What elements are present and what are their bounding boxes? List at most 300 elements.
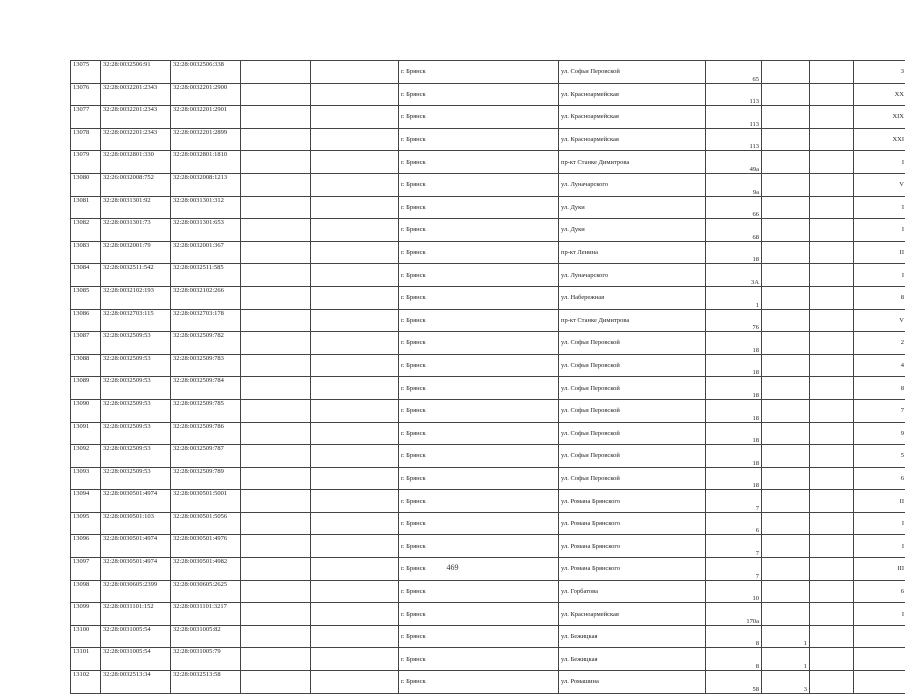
empty-cell	[241, 309, 311, 332]
street-cell: ул. Красноармейская	[559, 106, 706, 129]
street-cell: ул. Красноармейская	[559, 83, 706, 106]
empty-cell	[241, 467, 311, 490]
city-cell: г. Брянск	[399, 467, 559, 490]
empty-cell	[810, 422, 854, 445]
street-cell: ул. Дуки	[559, 196, 706, 219]
table-row	[71, 332, 905, 355]
city-cell: г. Брянск	[399, 535, 559, 558]
city-cell: г. Брянск	[399, 151, 559, 174]
empty-cell	[810, 332, 854, 355]
table-row	[71, 445, 905, 468]
street-cell: ул. Софьи Перовской	[559, 422, 706, 445]
empty-cell	[311, 603, 399, 626]
street-cell: ул. Красноармейская	[559, 603, 706, 626]
empty-cell	[241, 286, 311, 309]
flat-number-cell	[762, 332, 810, 355]
city-cell: г. Брянск	[399, 332, 559, 355]
row-number: 13088	[71, 354, 101, 377]
premises-number-cell	[854, 648, 905, 671]
premises-number-cell: 7	[854, 399, 905, 422]
row-number: 13076	[71, 83, 101, 106]
premises-number-cell: 6	[854, 580, 905, 603]
empty-cell	[810, 512, 854, 535]
city-cell: г. Брянск	[399, 558, 559, 581]
cadastral-number-object: 32:28:0032201:2899	[171, 128, 241, 151]
empty-cell	[311, 332, 399, 355]
flat-number-cell: 3	[762, 671, 810, 694]
flat-number-cell	[762, 377, 810, 400]
cadastral-number-object: 32:28:0031301:653	[171, 219, 241, 242]
street-cell: ул. Романа Брянского	[559, 535, 706, 558]
house-number-cell: 18	[706, 399, 762, 422]
empty-cell	[311, 286, 399, 309]
empty-cell	[810, 354, 854, 377]
table-row	[71, 512, 905, 535]
street-cell: ул. Софьи Перовской	[559, 61, 706, 84]
table-row	[71, 241, 905, 264]
flat-number-cell	[762, 241, 810, 264]
cadastral-number-object: 32:28:0032509:784	[171, 377, 241, 400]
row-number: 13098	[71, 580, 101, 603]
empty-cell	[311, 106, 399, 129]
city-cell: г. Брянск	[399, 445, 559, 468]
empty-cell	[241, 535, 311, 558]
empty-cell	[810, 61, 854, 84]
cadastral-number-object: 32:28:0031005:82	[171, 625, 241, 648]
empty-cell	[311, 625, 399, 648]
street-cell: ул. Красноармейская	[559, 128, 706, 151]
empty-cell	[311, 377, 399, 400]
cadastral-number-land: 32:28:0032001:79	[101, 241, 171, 264]
city-cell: г. Брянск	[399, 399, 559, 422]
empty-cell	[311, 648, 399, 671]
cadastral-number-object: 32:28:0032513:58	[171, 671, 241, 694]
table-row	[71, 173, 905, 196]
city-cell: г. Брянск	[399, 603, 559, 626]
city-cell: г. Брянск	[399, 671, 559, 694]
cadastral-number-object: 32:28:0031005:79	[171, 648, 241, 671]
house-number-cell: 49а	[706, 151, 762, 174]
cadastral-number-land: 32:28:0030605:2399	[101, 580, 171, 603]
city-cell: г. Брянск	[399, 286, 559, 309]
flat-number-cell	[762, 83, 810, 106]
street-cell: ул. Романа Брянского	[559, 558, 706, 581]
cadastral-number-object: 32:28:0032506:338	[171, 61, 241, 84]
empty-cell	[241, 173, 311, 196]
flat-number-cell: 1	[762, 648, 810, 671]
city-cell: г. Брянск	[399, 309, 559, 332]
premises-number-cell: I	[854, 196, 905, 219]
table-row	[71, 467, 905, 490]
street-cell: пр-кт Станке Димитрова	[559, 151, 706, 174]
flat-number-cell	[762, 512, 810, 535]
row-number: 13085	[71, 286, 101, 309]
row-number: 13086	[71, 309, 101, 332]
cadastral-number-land: 32:26:0032008:752	[101, 173, 171, 196]
row-number: 13087	[71, 332, 101, 355]
city-cell: г. Брянск	[399, 219, 559, 242]
flat-number-cell	[762, 580, 810, 603]
flat-number-cell	[762, 309, 810, 332]
empty-cell	[810, 648, 854, 671]
table-row	[71, 264, 905, 287]
empty-cell	[311, 671, 399, 694]
street-cell: пр-кт Ленина	[559, 241, 706, 264]
cadastral-number-land: 32:28:0032509:53	[101, 445, 171, 468]
cadastral-number-object: 32:28:0032509:782	[171, 332, 241, 355]
cadastral-number-land: 32:28:0032511:542	[101, 264, 171, 287]
house-number-cell: 170а	[706, 603, 762, 626]
empty-cell	[241, 671, 311, 694]
premises-number-cell	[854, 671, 905, 694]
flat-number-cell	[762, 422, 810, 445]
premises-number-cell	[854, 625, 905, 648]
empty-cell	[311, 445, 399, 468]
flat-number-cell	[762, 467, 810, 490]
cadastral-number-object: 32:28:0030501:4976	[171, 535, 241, 558]
empty-cell	[311, 264, 399, 287]
empty-cell	[810, 151, 854, 174]
empty-cell	[241, 332, 311, 355]
house-number-cell: 1	[706, 286, 762, 309]
table-row	[71, 422, 905, 445]
city-cell: г. Брянск	[399, 196, 559, 219]
cadastral-number-land: 32:28:0031301:92	[101, 196, 171, 219]
empty-cell	[311, 128, 399, 151]
street-cell: ул. Ромашина	[559, 671, 706, 694]
cadastral-number-land: 32:28:0032509:53	[101, 422, 171, 445]
empty-cell	[810, 219, 854, 242]
empty-cell	[810, 83, 854, 106]
row-number: 13084	[71, 264, 101, 287]
street-cell: ул. Романа Брянского	[559, 490, 706, 513]
empty-cell	[810, 490, 854, 513]
empty-cell	[241, 83, 311, 106]
house-number-cell: 113	[706, 128, 762, 151]
flat-number-cell: 1	[762, 625, 810, 648]
cadastral-number-object: 32:28:0032102:266	[171, 286, 241, 309]
cadastral-number-land: 32:28:0032509:53	[101, 377, 171, 400]
row-number: 13097	[71, 558, 101, 581]
row-number: 13077	[71, 106, 101, 129]
cadastral-number-land: 32:28:0032509:53	[101, 354, 171, 377]
premises-number-cell: III	[854, 558, 905, 581]
premises-number-cell: 3	[854, 61, 905, 84]
city-cell: г. Брянск	[399, 377, 559, 400]
empty-cell	[311, 83, 399, 106]
empty-cell	[311, 219, 399, 242]
cadastral-number-land: 32:28:0032509:53	[101, 399, 171, 422]
row-number: 13082	[71, 219, 101, 242]
cadastral-number-land: 32:28:0032703:115	[101, 309, 171, 332]
house-number-cell: 65	[706, 61, 762, 84]
city-cell: г. Брянск	[399, 648, 559, 671]
house-number-cell: 9а	[706, 173, 762, 196]
house-number-cell: 18	[706, 332, 762, 355]
table-row	[71, 671, 905, 694]
premises-number-cell: 8	[854, 286, 905, 309]
house-number-cell: 18	[706, 422, 762, 445]
cadastral-number-object: 32:28:0032201:2900	[171, 83, 241, 106]
cadastral-number-land: 32:28:0032801:330	[101, 151, 171, 174]
row-number: 13083	[71, 241, 101, 264]
empty-cell	[810, 399, 854, 422]
street-cell: ул. Набережная	[559, 286, 706, 309]
cadastral-number-land: 32:28:0032201:2343	[101, 83, 171, 106]
cadastral-number-object: 32:28:0030501:4982	[171, 558, 241, 581]
cadastral-number-land: 32:28:0032201:2343	[101, 128, 171, 151]
empty-cell	[810, 286, 854, 309]
empty-cell	[810, 580, 854, 603]
table-row	[71, 377, 905, 400]
row-number: 13092	[71, 445, 101, 468]
table-row	[71, 490, 905, 513]
street-cell: пр-кт Станке Димитрова	[559, 309, 706, 332]
cadastral-number-land: 32:28:0030501:4974	[101, 558, 171, 581]
row-number: 13079	[71, 151, 101, 174]
empty-cell	[810, 264, 854, 287]
empty-cell	[810, 128, 854, 151]
page-number: 469	[0, 563, 905, 572]
cadastral-number-land: 32:28:0032513:34	[101, 671, 171, 694]
street-cell: ул. Софьи Перовской	[559, 445, 706, 468]
house-number-cell: 18	[706, 445, 762, 468]
house-number-cell: 7	[706, 490, 762, 513]
flat-number-cell	[762, 151, 810, 174]
flat-number-cell	[762, 128, 810, 151]
empty-cell	[241, 354, 311, 377]
cadastral-number-object: 32:28:0031301:312	[171, 196, 241, 219]
house-number-cell: 8	[706, 648, 762, 671]
city-cell: г. Брянск	[399, 354, 559, 377]
cadastral-number-object: 32:28:0032509:785	[171, 399, 241, 422]
house-number-cell: 113	[706, 106, 762, 129]
row-number: 13100	[71, 625, 101, 648]
flat-number-cell	[762, 286, 810, 309]
empty-cell	[311, 173, 399, 196]
empty-cell	[311, 241, 399, 264]
empty-cell	[241, 648, 311, 671]
cadastral-number-land: 32:28:0031005:54	[101, 625, 171, 648]
empty-cell	[241, 128, 311, 151]
cadastral-number-land: 32:28:0031301:73	[101, 219, 171, 242]
empty-cell	[810, 625, 854, 648]
table-row	[71, 128, 905, 151]
street-cell: ул. Романа Брянского	[559, 512, 706, 535]
row-number: 13094	[71, 490, 101, 513]
house-number-cell: 7	[706, 535, 762, 558]
empty-cell	[810, 241, 854, 264]
city-cell: г. Брянск	[399, 490, 559, 513]
cadastral-number-land: 32:28:0031101:152	[101, 603, 171, 626]
empty-cell	[311, 61, 399, 84]
cadastral-number-object: 32:28:0032509:786	[171, 422, 241, 445]
premises-number-cell: I	[854, 535, 905, 558]
house-number-cell: 68	[706, 219, 762, 242]
cadastral-number-land: 32:28:0032509:53	[101, 332, 171, 355]
empty-cell	[241, 580, 311, 603]
street-cell: ул. Дуки	[559, 219, 706, 242]
table-row	[71, 603, 905, 626]
table-row	[71, 196, 905, 219]
empty-cell	[241, 445, 311, 468]
row-number: 13091	[71, 422, 101, 445]
table-row	[71, 625, 905, 648]
premises-number-cell: I	[854, 219, 905, 242]
empty-cell	[311, 399, 399, 422]
premises-number-cell: 5	[854, 445, 905, 468]
cadastral-number-object: 32:28:0032509:787	[171, 445, 241, 468]
premises-number-cell: I	[854, 151, 905, 174]
empty-cell	[241, 422, 311, 445]
empty-cell	[810, 535, 854, 558]
row-number: 13080	[71, 173, 101, 196]
house-number-cell: 113	[706, 83, 762, 106]
row-number: 13090	[71, 399, 101, 422]
cadastral-number-land: 32:28:0032201:2343	[101, 106, 171, 129]
empty-cell	[311, 580, 399, 603]
register-table-container	[70, 60, 905, 556]
city-cell: г. Брянск	[399, 83, 559, 106]
city-cell: г. Брянск	[399, 128, 559, 151]
premises-number-cell: 6	[854, 467, 905, 490]
city-cell: г. Брянск	[399, 580, 559, 603]
cadastral-number-land: 32:28:0030501:4974	[101, 490, 171, 513]
empty-cell	[810, 196, 854, 219]
cadastral-number-land: 32:28:0030501:103	[101, 512, 171, 535]
flat-number-cell	[762, 196, 810, 219]
row-number: 13075	[71, 61, 101, 84]
street-cell: ул. Софьи Перовской	[559, 399, 706, 422]
house-number-cell: 10	[706, 580, 762, 603]
flat-number-cell	[762, 173, 810, 196]
house-number-cell: 76	[706, 309, 762, 332]
house-number-cell: 18	[706, 241, 762, 264]
flat-number-cell	[762, 603, 810, 626]
empty-cell	[241, 106, 311, 129]
house-number-cell: 6	[706, 512, 762, 535]
register-table-body	[71, 61, 905, 694]
row-number: 13101	[71, 648, 101, 671]
premises-number-cell: I	[854, 603, 905, 626]
table-row	[71, 106, 905, 129]
row-number: 13093	[71, 467, 101, 490]
street-cell: ул. Горбатова	[559, 580, 706, 603]
premises-number-cell: V	[854, 309, 905, 332]
house-number-cell: 3А	[706, 264, 762, 287]
empty-cell	[241, 625, 311, 648]
row-number: 13099	[71, 603, 101, 626]
house-number-cell: 58	[706, 671, 762, 694]
row-number: 13089	[71, 377, 101, 400]
cadastral-number-object: 32:28:0031101:3217	[171, 603, 241, 626]
empty-cell	[241, 151, 311, 174]
house-number-cell: 7	[706, 558, 762, 581]
flat-number-cell	[762, 490, 810, 513]
flat-number-cell	[762, 106, 810, 129]
cadastral-number-object: 32:28:0032509:783	[171, 354, 241, 377]
row-number: 13096	[71, 535, 101, 558]
empty-cell	[311, 467, 399, 490]
empty-cell	[241, 512, 311, 535]
house-number-cell: 66	[706, 196, 762, 219]
cadastral-number-land: 32:28:0030501:4974	[101, 535, 171, 558]
street-cell: ул. Софьи Перовской	[559, 354, 706, 377]
table-row	[71, 399, 905, 422]
empty-cell	[311, 535, 399, 558]
street-cell: ул. Луначарского	[559, 264, 706, 287]
cadastral-number-object: 32:28:0030501:5001	[171, 490, 241, 513]
premises-number-cell: 8	[854, 377, 905, 400]
premises-number-cell: V	[854, 173, 905, 196]
cadastral-number-land: 32:28:0031005:54	[101, 648, 171, 671]
street-cell: ул. Бежицкая	[559, 625, 706, 648]
empty-cell	[810, 445, 854, 468]
empty-cell	[241, 490, 311, 513]
empty-cell	[311, 354, 399, 377]
house-number-cell: 8	[706, 625, 762, 648]
empty-cell	[311, 309, 399, 332]
empty-cell	[241, 264, 311, 287]
city-cell: г. Брянск	[399, 512, 559, 535]
city-cell: г. Брянск	[399, 61, 559, 84]
empty-cell	[810, 467, 854, 490]
premises-number-cell: XIX	[854, 106, 905, 129]
empty-cell	[311, 196, 399, 219]
empty-cell	[311, 151, 399, 174]
empty-cell	[241, 603, 311, 626]
flat-number-cell	[762, 219, 810, 242]
street-cell: ул. Бежицкая	[559, 648, 706, 671]
empty-cell	[810, 173, 854, 196]
street-cell: ул. Софьи Перовской	[559, 377, 706, 400]
flat-number-cell	[762, 61, 810, 84]
register-table	[70, 60, 905, 694]
empty-cell	[241, 219, 311, 242]
premises-number-cell: II	[854, 490, 905, 513]
premises-number-cell: XX	[854, 83, 905, 106]
empty-cell	[810, 603, 854, 626]
house-number-cell: 18	[706, 467, 762, 490]
street-cell: ул. Луначарского	[559, 173, 706, 196]
premises-number-cell: 4	[854, 354, 905, 377]
empty-cell	[810, 671, 854, 694]
city-cell: г. Брянск	[399, 422, 559, 445]
premises-number-cell: I	[854, 512, 905, 535]
empty-cell	[311, 422, 399, 445]
cadastral-number-object: 32:28:0030605:2625	[171, 580, 241, 603]
street-cell: ул. Софьи Перовской	[559, 467, 706, 490]
premises-number-cell: 2	[854, 332, 905, 355]
city-cell: г. Брянск	[399, 106, 559, 129]
cadastral-number-land: 32:28:0032509:53	[101, 467, 171, 490]
empty-cell	[241, 61, 311, 84]
table-row	[71, 286, 905, 309]
table-row	[71, 354, 905, 377]
cadastral-number-object: 32:28:0032511:585	[171, 264, 241, 287]
table-row	[71, 648, 905, 671]
empty-cell	[241, 377, 311, 400]
table-row	[71, 309, 905, 332]
street-cell: ул. Софьи Перовской	[559, 332, 706, 355]
cadastral-number-object: 32:28:0030501:5056	[171, 512, 241, 535]
city-cell: г. Брянск	[399, 625, 559, 648]
table-row	[71, 83, 905, 106]
empty-cell	[311, 490, 399, 513]
flat-number-cell	[762, 399, 810, 422]
row-number: 13078	[71, 128, 101, 151]
empty-cell	[311, 512, 399, 535]
